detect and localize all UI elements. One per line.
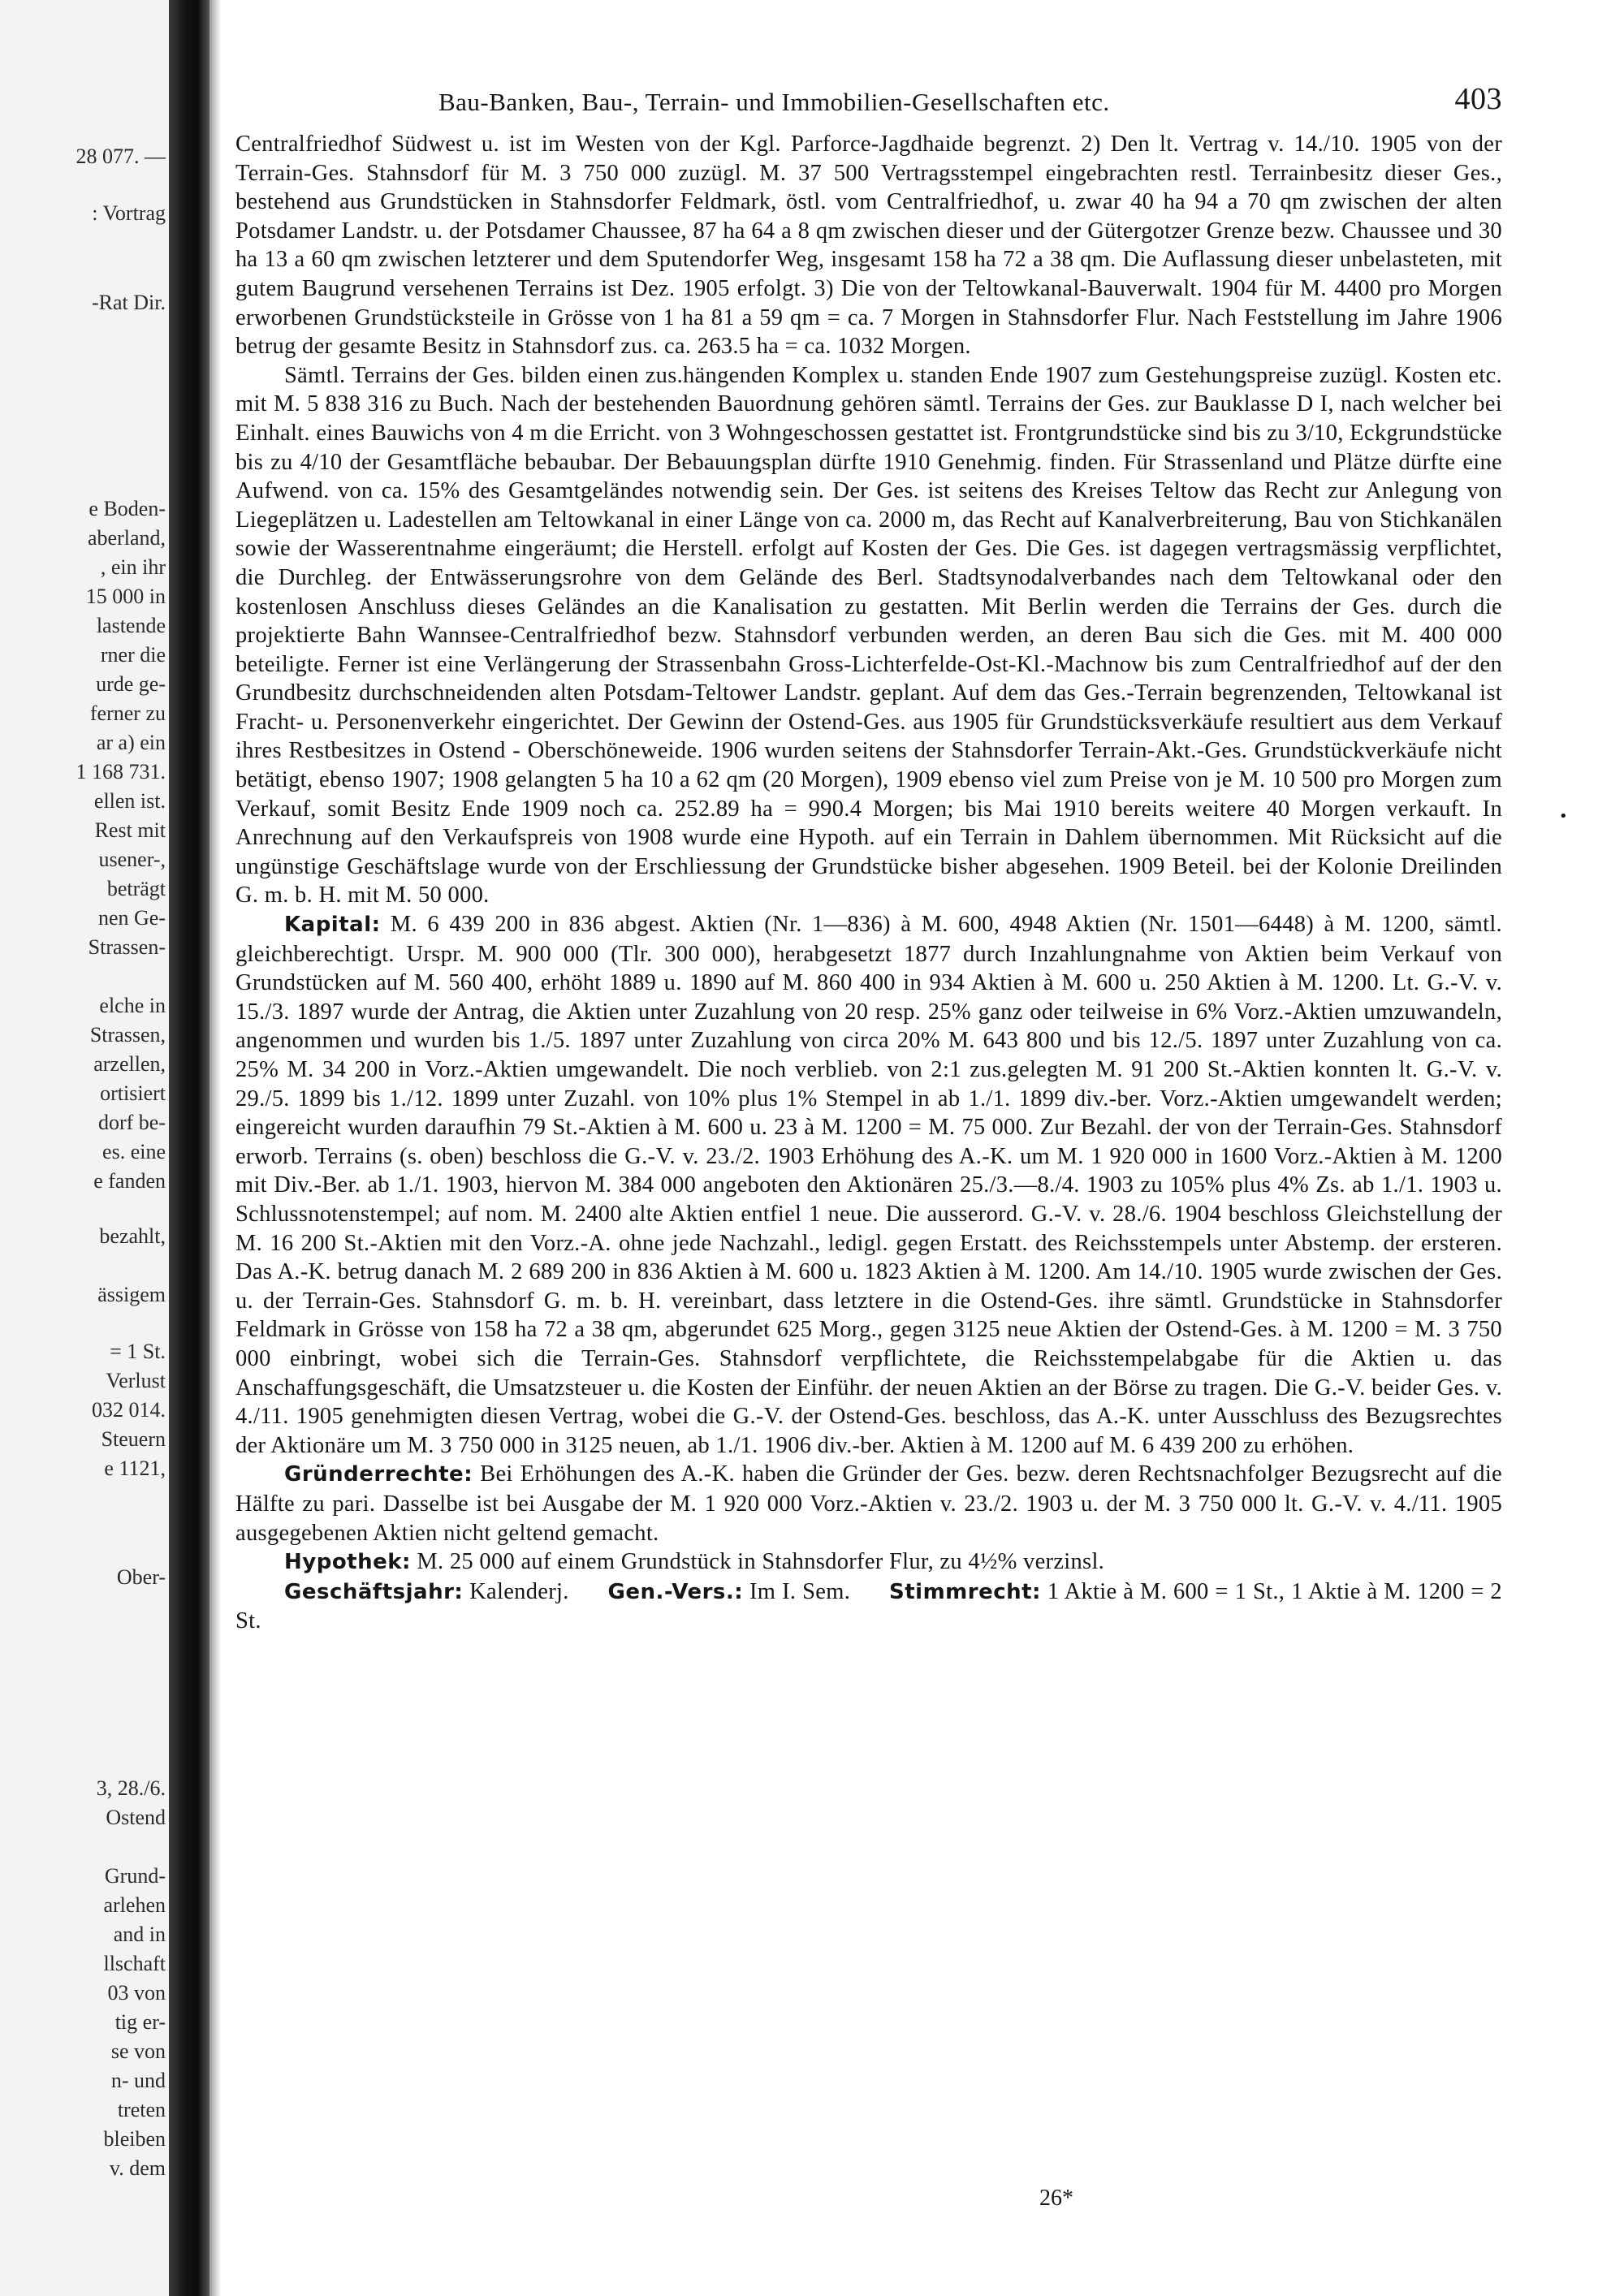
meta-section <box>235 1577 1502 1636</box>
prev-page-fragment: 03 von <box>107 1981 166 2005</box>
prev-page-fragment: ar a) ein <box>96 731 166 754</box>
prev-page-fragment: ässigem <box>97 1283 166 1306</box>
prev-page-fragment: Verlust <box>106 1369 166 1392</box>
prev-page-fragment: Ostend <box>106 1806 166 1829</box>
running-title: Bau-Banken, Bau-, Terrain- und Immobilien-Gesellschaften etc. <box>438 88 1110 116</box>
prev-page-fragment: 3, 28./6. <box>96 1776 166 1800</box>
print-speck: • <box>1559 808 1568 825</box>
prev-page-fragment: ferner zu <box>89 701 166 725</box>
prev-page-fragment: e fanden <box>93 1169 166 1193</box>
prev-page-fragment: : Vortrag <box>92 201 166 225</box>
previous-page-edge <box>0 0 169 2296</box>
prev-page-fragment: Steuern <box>101 1427 166 1451</box>
prev-page-fragment: ortisiert <box>100 1081 166 1105</box>
prev-page-fragment: -Rat Dir. <box>92 291 166 314</box>
prev-page-fragment: 15 000 in <box>85 585 166 608</box>
prev-page-fragment: bezahlt, <box>99 1224 166 1248</box>
stimmrecht-label: Stimmrecht: <box>889 1579 1041 1604</box>
prev-page-fragment: bleiben <box>103 2127 166 2151</box>
hypothek-section <box>235 1547 1502 1577</box>
gen-vers-label: Gen.-Vers.: <box>607 1579 744 1604</box>
intro-paragraph: Centralfriedhof Südwest u. ist im Westen von der Kgl. Parforce-Jagdhaide begrenzt. 2) Den lt. Vertrag v. 14./10. 1905 von der Terrain-Ges. Stahnsdorf für M. 3 750 000 zuzügl. M. 37 500 Vertragsstempel eingebrachten restl. Terrainbesitz dieser Ges., bestehend aus Grundstücken in Stahnsdorfer Feldmark, östl. vom Centralfriedhof, u. zwar 40 ha 94 a 70 qm zwischen der alten Potsdamer Landstr. u. der Potsdamer Chaussee, 87 ha 64 a 8 qm zwischen dieser und der Gütergotzer Grenze bezw. Chaussee und 30 ha 13 a 60 qm zwischen letzterer und dem Sputendorfer Weg, insgesamt 158 ha 72 a 38 qm. Die Auflassung dieser unbelasteten, mit gutem Baugrund versehenen Terrains ist Dez. 1905 erfolgt. 3) Die von der Teltowkanal-Bauverwalt. 1904 für M. 4400 pro Morgen erworbenen Grundstücksteile in Grösse von 1 ha 81 a 59 qm = ca. 7 Morgen in Stahnsdorfer Flur. Nach Feststellung im Jahre 1906 betrug der gesamte Besitz in Stahnsdorf zus. ca. 263.5 ha = ca. 1032 Morgen. <box>235 132 1502 360</box>
prev-page-fragment: 1 168 731. <box>76 760 166 783</box>
kapital-section <box>235 910 1502 1460</box>
prev-page-fragment: Ober- <box>116 1565 166 1589</box>
geschaeftsjahr-label: Geschäftsjahr: <box>284 1579 464 1604</box>
prev-page-fragment: Grund- <box>104 1864 166 1888</box>
prev-page-fragment: v. dem <box>109 2156 166 2180</box>
hypothek-label: Hypothek: <box>284 1550 411 1575</box>
prev-page-fragment: lastende <box>96 614 166 637</box>
prev-page-fragment: Strassen, <box>89 1023 166 1047</box>
prev-page-fragment: urde ge- <box>96 672 166 696</box>
prev-page-fragment: llschaft <box>103 1952 166 1975</box>
gruender-section <box>235 1460 1502 1547</box>
kapital-text: M. 6 439 200 in 836 abgest. Aktien (Nr. 1—836) à M. 600, 4948 Aktien (Nr. 1501—6448) à M. 1200, sämtl. gleichberechtigt. Urspr. M. 900 000 (Tlr. 300 000), herabgesetzt 1877 durch Inzahlungnahme von Aktien beim Verkauf von Grundstücken auf M. 560 400, erhöht 1889 u. 1890 auf M. 860 400 in 934 Aktien à M. 600 u. 250 Aktien à M. 1200. Lt. G.-V. v. 15./3. 1897 wurde der Antrag, die Aktien unter Zuzahlung von 20 resp. 25% ganz oder teilweise in 6% Vorz.-Aktien umzuwandeln, angenommen und wurden bis 1./5. 1897 unter Zuzahlung von circa 20% M. 643 800 und bis 12./5. 1897 unter Zuzahlung von ca. 25% M. 34 200 in Vorz.-Aktien umgewandelt. Die noch verblieb. von 2:1 zus.gelegten M. 91 200 St.-Aktien konnten lt. G.-V. v. 29./5. 1899 bis 1./12. 1899 unter Zuzahl. von 10% plus 1% Stempel in ab 1./1. 1899 div.-ber. Vorz.-Aktien umgewandelt werden; eingereicht wurden daraufhin 79 St.-Aktien à M. 600 u. 23 à M. 1200 = M. 75 000. Zur Bezahl. der von der Terrain-Ges. Stahnsdorf erworb. Terrains (s. oben) beschloss die G.-V. v. 23./2. 1903 Erhöhung des A.-K. um M. 1 920 000 in 1600 Vorz.-Aktien à M. 1200 mit Div.-Ber. ab 1./1. 1903, hiervon M. 384 000 angeboten den Aktionären 25./3.—8./4. 1903 zu 105% plus 4% Zs. ab 1./1. 1903 u. Schlussnotenstempel; auf nom. M. 2400 alte Aktien entfiel 1 neue. Die ausserord. G.-V. v. 28./6. 1904 beschloss Gleichstellung der M. 16 200 St.-Aktien mit den Vorz.-A. ohne jede Nachzahl., ledigl. gegen Erstatt. des Reichsstempels unter Abstemp. der ersteren. Das A.-K. betrug danach M. 2 689 200 in 836 Aktien à M. 600 u. 1823 Aktien à M. 1200. Am 14./10. 1905 wurde zwischen der Ges. u. der Terrain-Ges. Stahnsdorf G. m. b. H. vereinbart, dass letztere in die Ostend-Ges. ihre sämtl. Grundstücke in Stahnsdorfer Feldmark in Grösse von 158 ha 72 a 38 qm, abgerundet 625 Morg., gegen 3125 neue Aktien der Ostend-Ges. à M. 1200 = M. 3 750 000 einbringt, wobei sich die Terrain-Ges. Stahnsdorf verpflichtete, die Reichsstempelabgabe für die Aktien u. das Anschaffungsgeschäft, die Umsatzsteuer u. die Kosten der Einführ. der neuen Aktien an der Börse zu tragen. Die G.-V. beider Ges. v. 4./11. 1905 genehmigten diesen Vertrag, wobei die G.-V. der Ostend-Ges. beschloss, das A.-K. unter Ausschluss des Bezugsrechtes der Aktionäre um M. 3 750 000 in 3125 neuen, ab 1./1. 1906 div.-ber. Aktien à M. 1200 auf M. 6 439 200 zu erhöhen. <box>235 912 1502 1458</box>
prev-page-fragment: beträgt <box>106 877 166 900</box>
prev-page-fragment: = 1 St. <box>110 1340 166 1363</box>
prev-page-fragment: , ein ihr <box>100 555 166 579</box>
geschaeftsjahr-value: Kalenderj. <box>469 1578 569 1604</box>
prev-page-fragment: e Boden- <box>89 497 166 520</box>
page-number: 403 <box>1454 82 1502 116</box>
gutter-shadow <box>209 0 221 2296</box>
prev-page-fragment: n- und <box>110 2069 166 2092</box>
prev-page-fragment: arlehen <box>103 1893 166 1917</box>
gen-vers-value: Im I. Sem. <box>749 1578 851 1604</box>
prev-page-fragment: elche in <box>99 994 166 1017</box>
prev-page-fragment: e 1121, <box>104 1457 166 1480</box>
gruender-text: Bei Erhöhungen des A.-K. haben die Gründer der Ges. bezw. deren Rechtsnachfolger Bezugsrecht auf die Hälfte zu pari. Dasselbe ist bei Ausgabe der M. 1 920 000 Vorz.-Aktien v. 23./2. 1903 u. der M. 3 750 000 lt. G.-V. v. 4./11. 1905 ausgegebenen Aktien nicht geltend gemacht. <box>235 1461 1502 1546</box>
page-403 <box>235 81 1502 1636</box>
prev-page-fragment: rner die <box>100 643 166 667</box>
prev-page-fragment: treten <box>117 2098 166 2121</box>
hypothek-text: M. 25 000 auf einem Grundstück in Stahnsdorfer Flur, zu 4½% verzinsl. <box>417 1549 1105 1575</box>
prev-page-fragment: nen Ge- <box>97 906 166 930</box>
prev-page-fragment: Rest mit <box>94 818 166 842</box>
stimmrecht-value: 1 Aktie à M. 600 = 1 St., 1 Aktie à M. 1200 = 2 St. <box>235 1578 1502 1634</box>
book-gutter <box>169 0 209 2296</box>
page-header <box>235 81 1502 130</box>
prev-page-fragment: tig er- <box>114 2010 166 2034</box>
prev-page-fragment: 28 077. — <box>76 145 166 168</box>
prev-page-fragment: 032 014. <box>92 1398 166 1422</box>
prev-page-fragment: ellen ist. <box>93 789 166 813</box>
prev-page-fragment: aberland, <box>87 526 166 550</box>
signature-mark: 26* <box>1039 2186 1073 2211</box>
prev-page-fragment: usener-, <box>98 848 166 871</box>
prev-page-fragment: arzellen, <box>93 1052 166 1076</box>
prev-page-fragment: and in <box>113 1923 166 1946</box>
gruender-label: Gründerrechte: <box>284 1462 473 1487</box>
prev-page-fragment: se von <box>110 2039 166 2063</box>
kapital-label: Kapital: <box>284 913 381 938</box>
prev-page-fragment: es. eine <box>102 1140 166 1163</box>
prev-page-fragment: dorf be- <box>97 1111 166 1134</box>
terrains-paragraph: Sämtl. Terrains der Ges. bilden einen zus.hängenden Komplex u. standen Ende 1907 zum Gestehungspreise zuzügl. Kosten etc. mit M. 5 838 316 zu Buch. Nach der bestehenden Bauordnung gehören sämtl. Terrains der Ges. zur Bauklasse D I, nach welcher bei Einhalt. eines Bauwichs von 4 m die Erricht. von 3 Wohngeschossen gestattet ist. Frontgrundstücke sind bis zu 3/10, Eckgrundstücke bis zu 4/10 der Gesamtfläche bebaubar. Der Bebauungsplan dürfte 1910 Genehmig. finden. Für Strassenland und Plätze dürfte eine Aufwend. von ca. 15% des Gesamtgeländes notwendig sein. Der Ges. ist seitens des Kreises Teltow das Recht zur Anlegung von Liegeplätzen u. Ladestellen am Teltowkanal in einer Länge von ca. 2000 m, das Recht auf Kanalverbreiterung, Bau von Stichkanälen sowie der Wasserentnahme eingeräumt; die Herstell. erfolgt auf Kosten der Ges. Die Ges. ist dagegen vertragsmässig verpflichtet, die Durchleg. der Entwässerungsrohre von dem Gelände des Berl. Stadtsynodalverbandes nach dem Teltowkanal oder den kostenlosen Anschluss dieses Geländes an die Kanalisation zu gestatten. Mit Berlin werden die Terrains der Ges. durch die projektierte Bahn Wannsee-Centralfriedhof bezw. Stahnsdorf verbunden werden, an deren Bau sich die Ges. mit M. 400 000 beteiligte. Ferner ist eine Verlängerung der Strassenbahn Gross-Lichterfelde-Ost-Kl.-Machnow bis zum Centralfriedhof auf der den Grundbesitz durchschneidenden alten Potsdam-Teltower Landstr. geplant. Auf dem das Ges.-Terrain begrenzenden, Teltowkanal ist Fracht- u. Personenverkehr eingerichtet. Der Gewinn der Ostend-Ges. aus 1905 für Grundstücksverkäufe resultiert aus dem Verkauf ihres Restbesitzes in Ostend - Oberschöneweide. 1906 wurden seitens der Stahnsdorfer Terrain-Akt.-Ges. Grundstückverkäufe nicht betätigt, ebenso 1907; 1908 gelangten 5 ha 10 a 62 qm (20 Morgen), 1909 ebenso viel zum Preise von je M. 10 500 pro Morgen zum Verkauf, somit Besitz Ende 1909 noch ca. 252.89 ha = 990.4 Morgen; bis Mai 1910 bereits weitere 40 Morgen verkauft. In Anrechnung auf den Verkaufspreis von 1908 wurde eine Hypoth. auf ein Terrain in Dahlem übernommen. Mit Rücksicht auf die ungünstige Geschäftslage wurde von der Erschliessung der Grundstücke bisher abgesehen. 1909 Beteil. bei der Kolonie Dreilinden G. m. b. H. mit M. 50 000. <box>235 362 1502 908</box>
prev-page-fragment: Strassen- <box>88 935 166 959</box>
